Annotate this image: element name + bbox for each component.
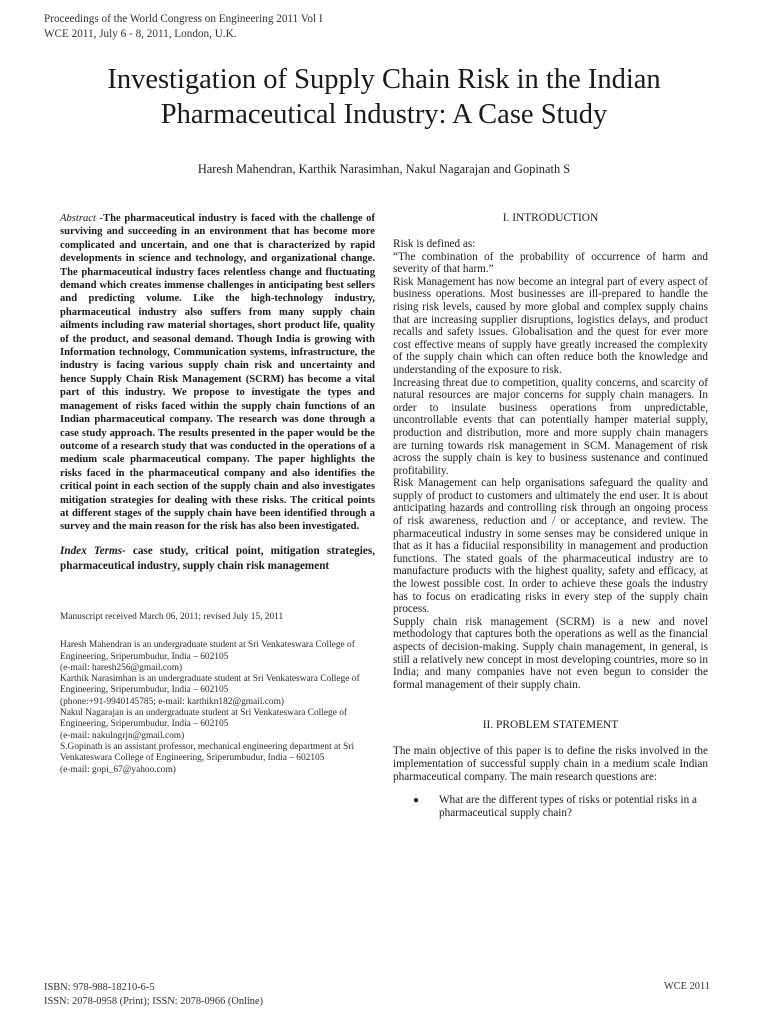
footer-isbn: ISBN: 978-988-18210-6-5 [44, 982, 155, 993]
footer-isbn-block [44, 981, 263, 1008]
intro-paragraph-2: “The combination of the probability of occurrence of harm and severity of that harm.” [393, 250, 708, 276]
index-terms-lead: Index Terms- [60, 544, 126, 557]
section-heading-problem-statement: II. PROBLEM STATEMENT [482, 719, 619, 732]
left-column [60, 212, 375, 776]
proceedings-header [44, 12, 323, 42]
proceedings-line-2: WCE 2011, July 6 - 8, 2011, London, U.K. [44, 28, 237, 40]
paper-title [40, 62, 728, 132]
author-note-1: Haresh Mahendran is an undergraduate student at Sri Venkateswara College of Engineering, Sriperumbudur, India – 602105 [60, 640, 355, 662]
manuscript-note: Manuscript received March 06, 2011; revised July 15, 2011 [60, 611, 284, 622]
introduction-body [393, 238, 708, 691]
title-line-1: Investigation of Supply Chain Risk in the Indian [107, 64, 661, 95]
author-note-2-contact: (phone:+91-9940145785; e-mail: karthikn182@gmail.com) [60, 696, 285, 707]
intro-paragraph-3: Risk Management has now become an integral part of every aspect of business operations. Most businesses are ill-prepared to handle the rising risk levels, caused by more global and complex supply chains that are increasing supplier disruptions, logistics delays, and product recalls and safety issues. Globalisation and the quest for ever more cost effective means of supply have greatly increased the complexity of the supply chain which can often reduce both the knowledge and understanding of the exposure to risk. [393, 275, 708, 376]
author-note-2: Karthik Narasimhan is an undergraduate student at Sri Venkateswara College of Engineering, Sriperumbudur, India – 602105 [60, 674, 360, 696]
author-note-3: Nakul Nagarajan is an undergraduate student at Sri Venkateswara College of Engineering, Sriperumbudur, India – 602105 [60, 708, 348, 730]
right-column [393, 212, 708, 821]
footer-conference: WCE 2011 [663, 981, 710, 992]
bullet-text: What are the different types of risks or potential risks in a pharmaceutical supply chain? [439, 794, 697, 820]
author-note-4-email: (e-mail: gopi_67@yahoo.com) [60, 764, 176, 775]
intro-paragraph-4: Increasing threat due to competition, quality concerns, and scarcity of natural resources are major concerns for supply chain managers. In order to insulate business operations from unpredictable, uncontrollable events that can potentially hamper material supply, production and distribution, more and more supply chain managers are turning towards risk management in SCM. Management of risk across the supply chain is key to business sustenance and continued profitability. [393, 376, 708, 477]
author-note-3-email: (e-mail: nakulngrjn@gmail.com) [60, 730, 185, 741]
author-note-1-email: (e-mail: haresh256@gmail.com) [60, 662, 183, 673]
intro-paragraph-6: Supply chain risk management (SCRM) is a new and novel methodology that captures both the operations as well as the financial aspects of decision-making. Supply chain management, in general, is still a relatively new concept in most developing countries, more so in India; and many companies have not even begun to consider the formal management of their supply chain. [393, 615, 708, 691]
abstract-lead: Abstract - [60, 213, 104, 224]
problem-paragraph: The main objective of this paper is to define the risks involved in the implementation of successful supply chain in a medium scale Indian pharmaceutical company. The main research questions are: [393, 745, 708, 783]
index-terms [60, 544, 375, 575]
list-item [393, 794, 708, 820]
problem-statement-body [393, 745, 708, 783]
abstract-text: The pharmaceutical industry is faced with the challenge of surviving and succeeding in an environment that has become more complicated and uncertain, and one that is characterized by rapid developments in science and technology, and organizational change. The pharmaceutical industry faces relentless change and fluctuating demand which creates immense challenges in anticipating best sellers and predicting volume. Like the high-technology industry, pharmaceutical industry also suffers from many supply chain ailments including raw material shortages, short product life, quality of the product, and seasonal demand. Though India is growing with Information technology, Communication systems, infrastructure, the industry is facing various supply chain risk and uncertainty and hence Supply Chain Risk Management (SCRM) has become a vital part of this industry. We propose to investigate the types and management of risks faced within the supply chain functions of an Indian pharmaceutical company. The research was done through a case study approach. The results presented in the paper would be the outcome of a research study that was conducted in the operations of a medium scale pharmaceutical company. The paper highlights the risks faced in the pharmaceutical company and also identifies the critical point in each section of the supply chain and also investigates mitigation strategies for dealing with these risks. The critical points at different stages of the supply chain have been identified through a survey and the main reason for the risk has also been investigated. [60, 213, 375, 533]
intro-paragraph-1: Risk is defined as: [393, 238, 476, 250]
footer-issn: ISSN: 2078-0958 (Print); ISSN: 2078-0966 (Online) [44, 995, 264, 1007]
section-heading-introduction: I. INTRODUCTION [502, 212, 599, 224]
proceedings-line-1: Proceedings of the World Congress on Engineering 2011 Vol I [44, 13, 323, 25]
intro-paragraph-5: Risk Management can help organisations safeguard the quality and supply of product to customers and ultimately the end user. It is about anticipating hazards and controlling risk through an ongoing process of risk awareness, reduction and / or acceptance, and review. The pharmaceutical industry in some senses may be considered unique in that as it has a fiduciial responsibility in management and production functions. The stated goals of the pharmaceutical industry are to manufacture products with the highest quality, safety and efficacy, at the lowest possible cost. In order to achieve these goals the industry has to focus on eradicating risks in every step of the supply chain process. [393, 477, 708, 616]
author-note-4: S.Gopinath is an assistant professor, mechanical engineering department at Sri Venkateswara College of Engineering, Sriperumbudur, India – 602105 [60, 741, 355, 764]
title-line-2: Pharmaceutical Industry: A Case Study [160, 99, 608, 130]
index-terms-text: case study, critical point, mitigation strategies, pharmaceutical industry, supply chain risk management [60, 544, 375, 573]
author-notes [60, 612, 375, 776]
bullet-icon: ● [413, 795, 420, 807]
abstract [60, 212, 375, 534]
author-list: Haresh Mahendran, Karthik Narasimhan, Nakul Nagarajan and Gopinath S [197, 162, 571, 176]
